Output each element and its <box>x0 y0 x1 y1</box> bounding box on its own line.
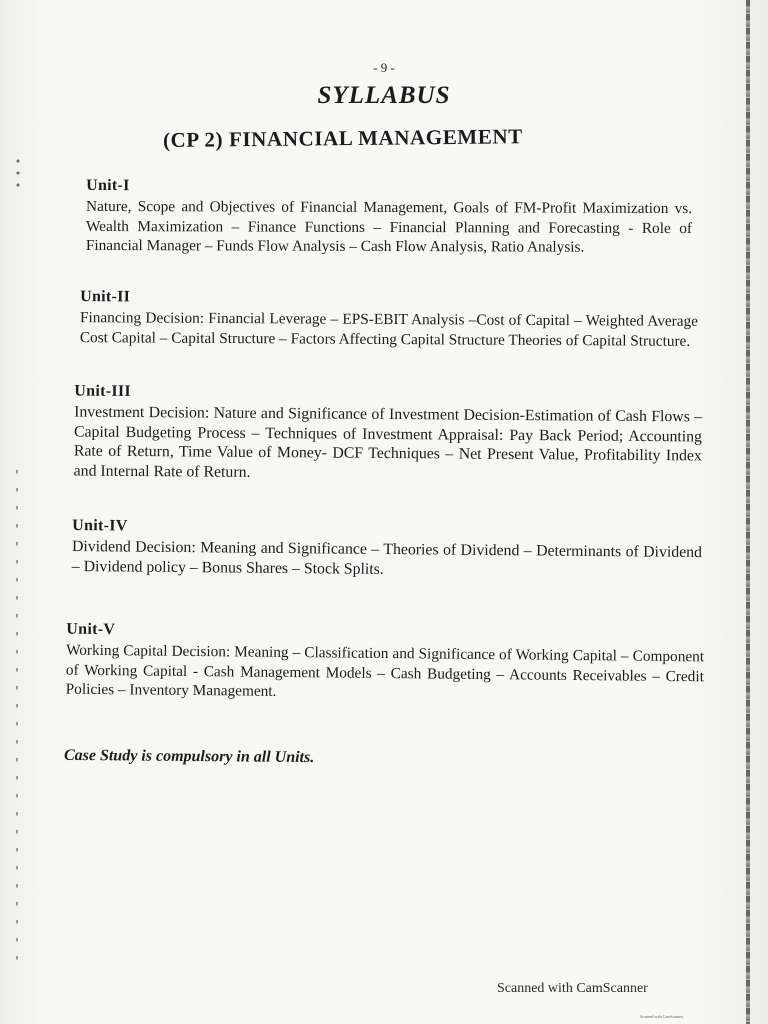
unit-heading: Unit-II <box>80 288 131 306</box>
unit-description: Investment Decision: Nature and Significance of Investment Decision-Estimation of Cash Flows – Capital Budgeting Process – Techniques of Investment Appraisal: Pay Back Period; Accounting Rate of Return, Time Value of Money- DCF Techniques – Net Present Value, Profitability Index and Internal Rate of Return. <box>73 403 703 481</box>
case-study-note: Case Study is compulsory in all Units. <box>63 746 315 767</box>
unit-section <box>72 517 703 582</box>
unit-section <box>74 383 703 486</box>
page-number: - 9 - <box>373 60 395 75</box>
unit-description: Dividend Decision: Meaning and Significance – Theories of Dividend – Determinants of Dividend – Dividend policy – Bonus Shares – Stock Splits. <box>71 537 703 578</box>
unit-description: Nature, Scope and Objectives of Financial Management, Goals of FM-Profit Maximization vs. Wealth Maximization – Finance Functions – Financial Planning and Forecasting - Role of Financial Manager – Funds Flow Analysis – Cash Flow Analysis, Ratio Analysis. <box>85 197 693 256</box>
unit-description: Financing Decision: Financial Leverage – EPS-EBIT Analysis –Cost of Capital – Weighted Average Cost Capital – Capital Structure – Factors Affecting Capital Structure Theories of Capital Structure. <box>79 309 699 350</box>
unit-heading: Unit-V <box>66 620 116 639</box>
syllabus-title: SYLLABUS <box>317 82 451 109</box>
unit-heading: Unit-III <box>74 382 132 400</box>
scan-dots-left <box>16 155 20 195</box>
scan-edge-marks-left <box>16 470 18 970</box>
unit-section <box>80 288 698 351</box>
camscanner-small-mark: Scanned with CamScanner <box>640 1014 684 1019</box>
unit-section <box>66 621 705 706</box>
unit-heading: Unit-IV <box>72 516 128 535</box>
camscanner-watermark: Scanned with CamScanner <box>497 981 648 996</box>
unit-section <box>86 177 692 258</box>
subject-title: (CP 2) FINANCIAL MANAGEMENT <box>162 124 523 152</box>
scan-edge-shadow-right <box>746 0 750 1024</box>
unit-description: Working Capital Decision: Meaning – Classification and Significance of Working Capital – Component of Working Capital - Cash Management Models – Cash Budgeting – Accounts Receivables – Credit Policies – Inventory Management. <box>65 641 705 700</box>
unit-heading: Unit-I <box>86 176 130 195</box>
